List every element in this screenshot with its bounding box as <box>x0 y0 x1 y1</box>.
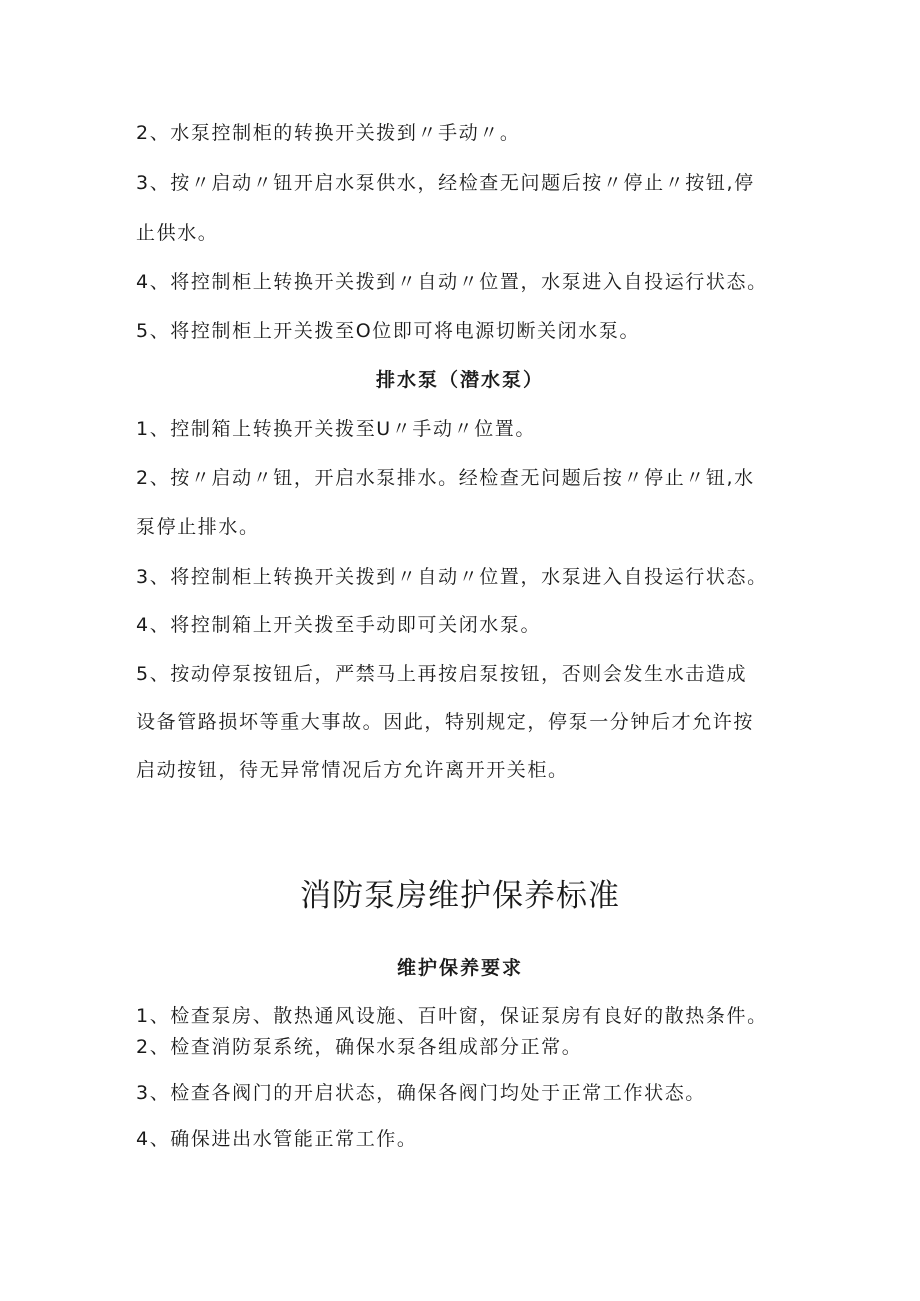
document-title: 消防泵房维护保养标准 <box>300 878 620 914</box>
section-heading-maintenance-requirements: 维护保养要求 <box>396 957 523 979</box>
paragraph-line: 设备管路损坏等重大事故。因此，特别规定，停泵一分钟后才允许按 <box>136 711 755 733</box>
paragraph-line: 泵停止排水。 <box>136 516 260 538</box>
paragraph-line: 1、控制箱上转换开关拨至U〃手动〃位置。 <box>136 418 536 440</box>
paragraph-line: 4、确保进出水管能正常工作。 <box>136 1128 418 1150</box>
paragraph-line: 3、按〃启动〃钮开启水泵供水，经检查无问题后按〃停止〃按钮,停 <box>136 172 755 194</box>
paragraph-line: 3、将控制柜上转换开关拨到〃自动〃位置，水泵进入自投运行状态。 <box>136 566 768 588</box>
paragraph-line: 5、将控制柜上开关拨至O位即可将电源切断关闭水泵。 <box>136 320 641 342</box>
paragraph-line: 1、检查泵房、散热通风设施、百叶窗，保证泵房有良好的散热条件。 <box>136 1005 768 1027</box>
section-heading-drainage-pump: 排水泵（潜水泵） <box>375 369 544 391</box>
paragraph-line: 止供水。 <box>136 222 219 244</box>
paragraph-line: 3、检查各阀门的开启状态，确保各阀门均处于正常工作状态。 <box>136 1082 706 1104</box>
paragraph-line: 2、检查消防泵系统，确保水泵各组成部分正常。 <box>136 1036 583 1058</box>
paragraph-line: 4、将控制柜上转换开关拨到〃自动〃位置，水泵进入自投运行状态。 <box>136 271 768 293</box>
paragraph-line: 4、将控制箱上开关拨至手动即可关闭水泵。 <box>136 614 542 636</box>
paragraph-line: 启动按钮，待无异常情况后方允许离开开关柜。 <box>136 759 569 781</box>
paragraph-line: 5、按动停泵按钮后，严禁马上再按启泵按钮，否则会发生水击造成 <box>136 663 748 685</box>
paragraph-line: 2、按〃启动〃钮，开启水泵排水。经检查无问题后按〃停止〃钮,水 <box>136 467 755 489</box>
paragraph-line: 2、水泵控制柜的转换开关拨到〃手动〃。 <box>136 122 521 144</box>
